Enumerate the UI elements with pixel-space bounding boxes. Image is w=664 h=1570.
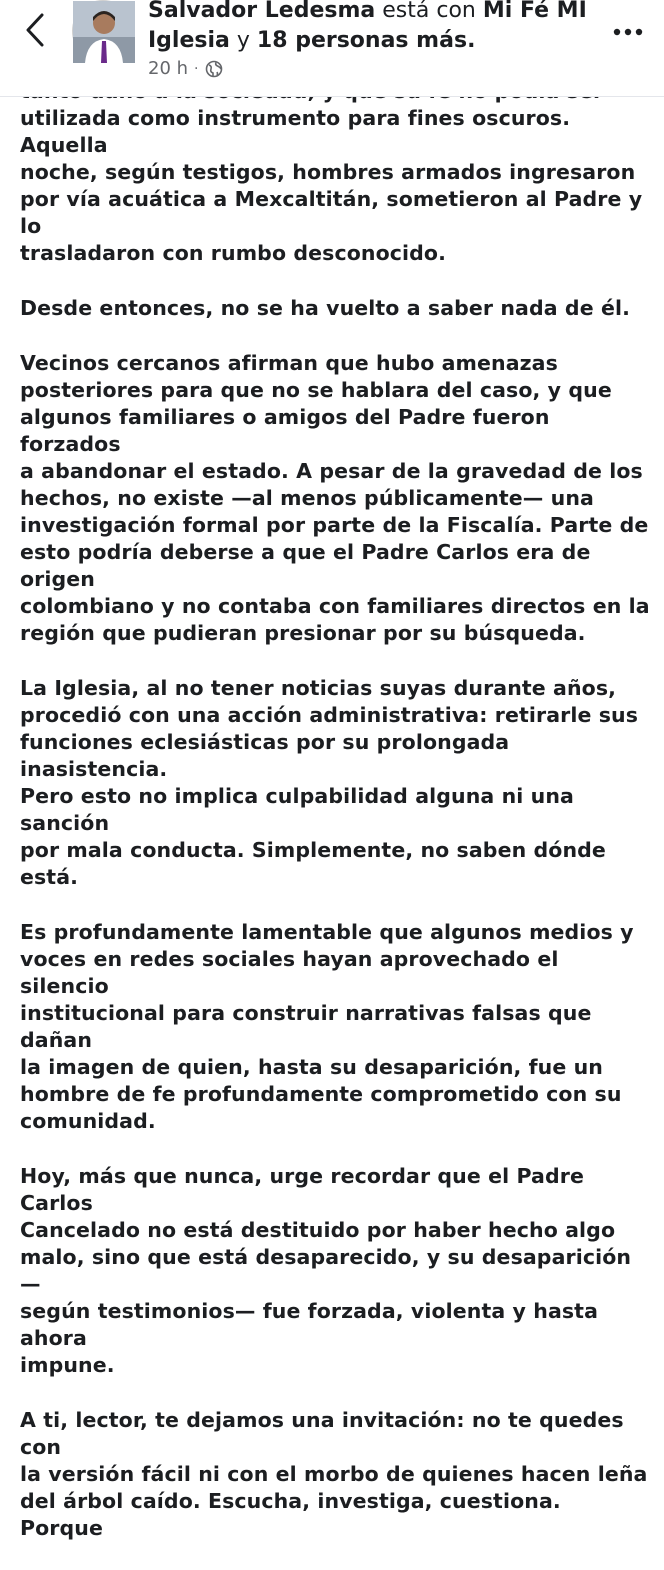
avatar-photo	[73, 1, 135, 63]
post-paragraph: Vecinos cercanos afirman que hubo amenazas posteriores para que no se hablara del caso, y que algunos familiares o amigos del Padre fueron forzados a abandonar el estado. A pesar de la gravedad de los hechos, no existe —al menos públicamente— una investigación formal por parte de la Fiscalía. Parte de esto podría deberse a que el Padre Carlos era de origen colombiano y no contaba con familiares directos en la región que pudieran presionar por su búsqueda.	[20, 351, 650, 645]
post-paragraph: Es profundamente lamentable que algunos medios y voces en redes sociales hayan aprovechado el silencio institucional para construir narrativas falsas que dañan la imagen de quien, hasta su desaparición, fue un hombre de fe profundamente comprometido con su comunidad.	[20, 920, 634, 1133]
chevron-left-icon	[24, 12, 46, 48]
post-header	[0, 0, 664, 97]
author-line	[148, 0, 598, 56]
author-name[interactable]: Salvador Ledesma	[148, 0, 376, 23]
tagged-group[interactable]: Mi Fé MI Iglesia	[148, 0, 587, 53]
tagged-others[interactable]: 18 personas más	[256, 28, 468, 53]
and-text: y	[236, 28, 250, 53]
more-options-button[interactable]	[610, 20, 646, 44]
post-meta	[148, 58, 223, 79]
post-paragraph: utilizada como instrumento para fines oscuros. Aquella noche, según testigos, hombres armados ingresaron por vía acuática a Mexcaltitán, sometieron al Padre y lo trasladaron con rumbo desconocido.	[20, 106, 643, 265]
post-paragraph: Hoy, más que nunca, urge recordar que el Padre Carlos Cancelado no está destituido por haber hecho algo malo, sino que está desaparecido, y su desaparición — según testimonios— fue forzada, violenta y hasta ahora impune.	[20, 1164, 632, 1377]
author-line-period: .	[467, 28, 476, 53]
post-time[interactable]: 20 h	[148, 58, 189, 79]
avatar[interactable]	[72, 0, 134, 62]
with-text: está con	[382, 0, 476, 23]
more-dots-icon	[613, 28, 643, 36]
post-paragraph: A ti, lector, te dejamos una invitación: no te quedes con la versión fácil ni con el morbo de quienes hacen leña del árbol caído. Escucha, investiga, cuestiona. Porque	[20, 1408, 648, 1540]
post-body	[20, 78, 650, 1570]
back-button[interactable]	[10, 8, 60, 52]
meta-separator: ·	[194, 60, 199, 77]
post-paragraph: Desde entonces, no se ha vuelto a saber nada de él.	[20, 296, 630, 320]
post-paragraph: La Iglesia, al no tener noticias suyas durante años, procedió con una acción administrativa: retirarle sus funciones eclesiásticas por su prolongada inasistencia. Pero esto no implica culpabilidad alguna ni una sanción por mala conducta. Simplemente, no saben dónde está.	[20, 676, 639, 889]
globe-icon	[205, 60, 223, 78]
